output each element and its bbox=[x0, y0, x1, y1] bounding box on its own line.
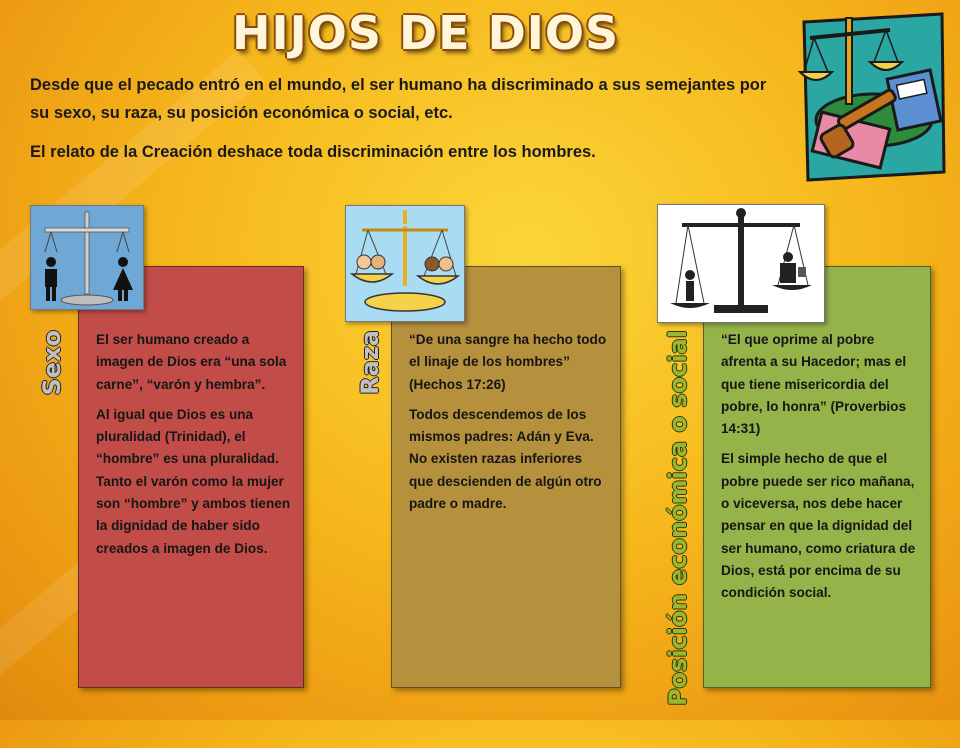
card-sexo-paragraph-1: El ser humano creado a imagen de Dios era “una sola carne”, “varón y hembra”. bbox=[96, 332, 287, 392]
children-scale-icon bbox=[345, 205, 465, 322]
label-posicion-economica-social: Posición económica o social bbox=[664, 330, 692, 707]
label-sexo: Sexo bbox=[38, 330, 66, 396]
intro-statement: El relato de la Creación deshace toda discriminación entre los hombres. bbox=[30, 143, 596, 161]
page-title: HIJOS DE DIOS bbox=[232, 6, 620, 60]
card-sexo bbox=[78, 266, 304, 688]
card-social bbox=[703, 266, 931, 688]
card-raza bbox=[391, 266, 621, 688]
card-social-paragraph-1: “El que oprime al pobre afrenta a su Hacedor; mas el que tiene misericordia del pobre, lo honra” (Proverbios 14:31) bbox=[721, 332, 907, 437]
gender-scale-icon bbox=[30, 205, 144, 310]
label-raza: Raza bbox=[356, 330, 384, 395]
card-raza-paragraph-2: Todos descendemos de los mismos padres: Adán y Eva. No existen razas inferiores que descienden de algún otro padre o madre. bbox=[409, 406, 602, 512]
card-sexo-paragraph-2: Al igual que Dios es una pluralidad (Trinidad), el “hombre” es una pluralidad. Tanto el varón como la mujer son “hombre” y ambos tienen la dignidad de haber sido creados a imagen de Dios. bbox=[96, 406, 291, 556]
justice-scale-gavel-icon bbox=[796, 8, 948, 186]
intro-paragraph: Desde que el pecado entró en el mundo, el ser humano ha discriminado a sus semejantes por su sexo, su raza, su posición económica o social, etc. bbox=[30, 76, 767, 122]
card-social-paragraph-2: El simple hecho de que el pobre puede ser rico mañana, o viceversa, nos debe hacer pensar en que la dignidad del ser humano, como criatura de Dios, está por encima de su condición social. bbox=[721, 451, 916, 601]
rich-poor-scale-icon bbox=[657, 204, 825, 323]
card-raza-paragraph-1: “De una sangre ha hecho todo el linaje de los hombres” (Hechos 17:26) bbox=[409, 332, 607, 392]
